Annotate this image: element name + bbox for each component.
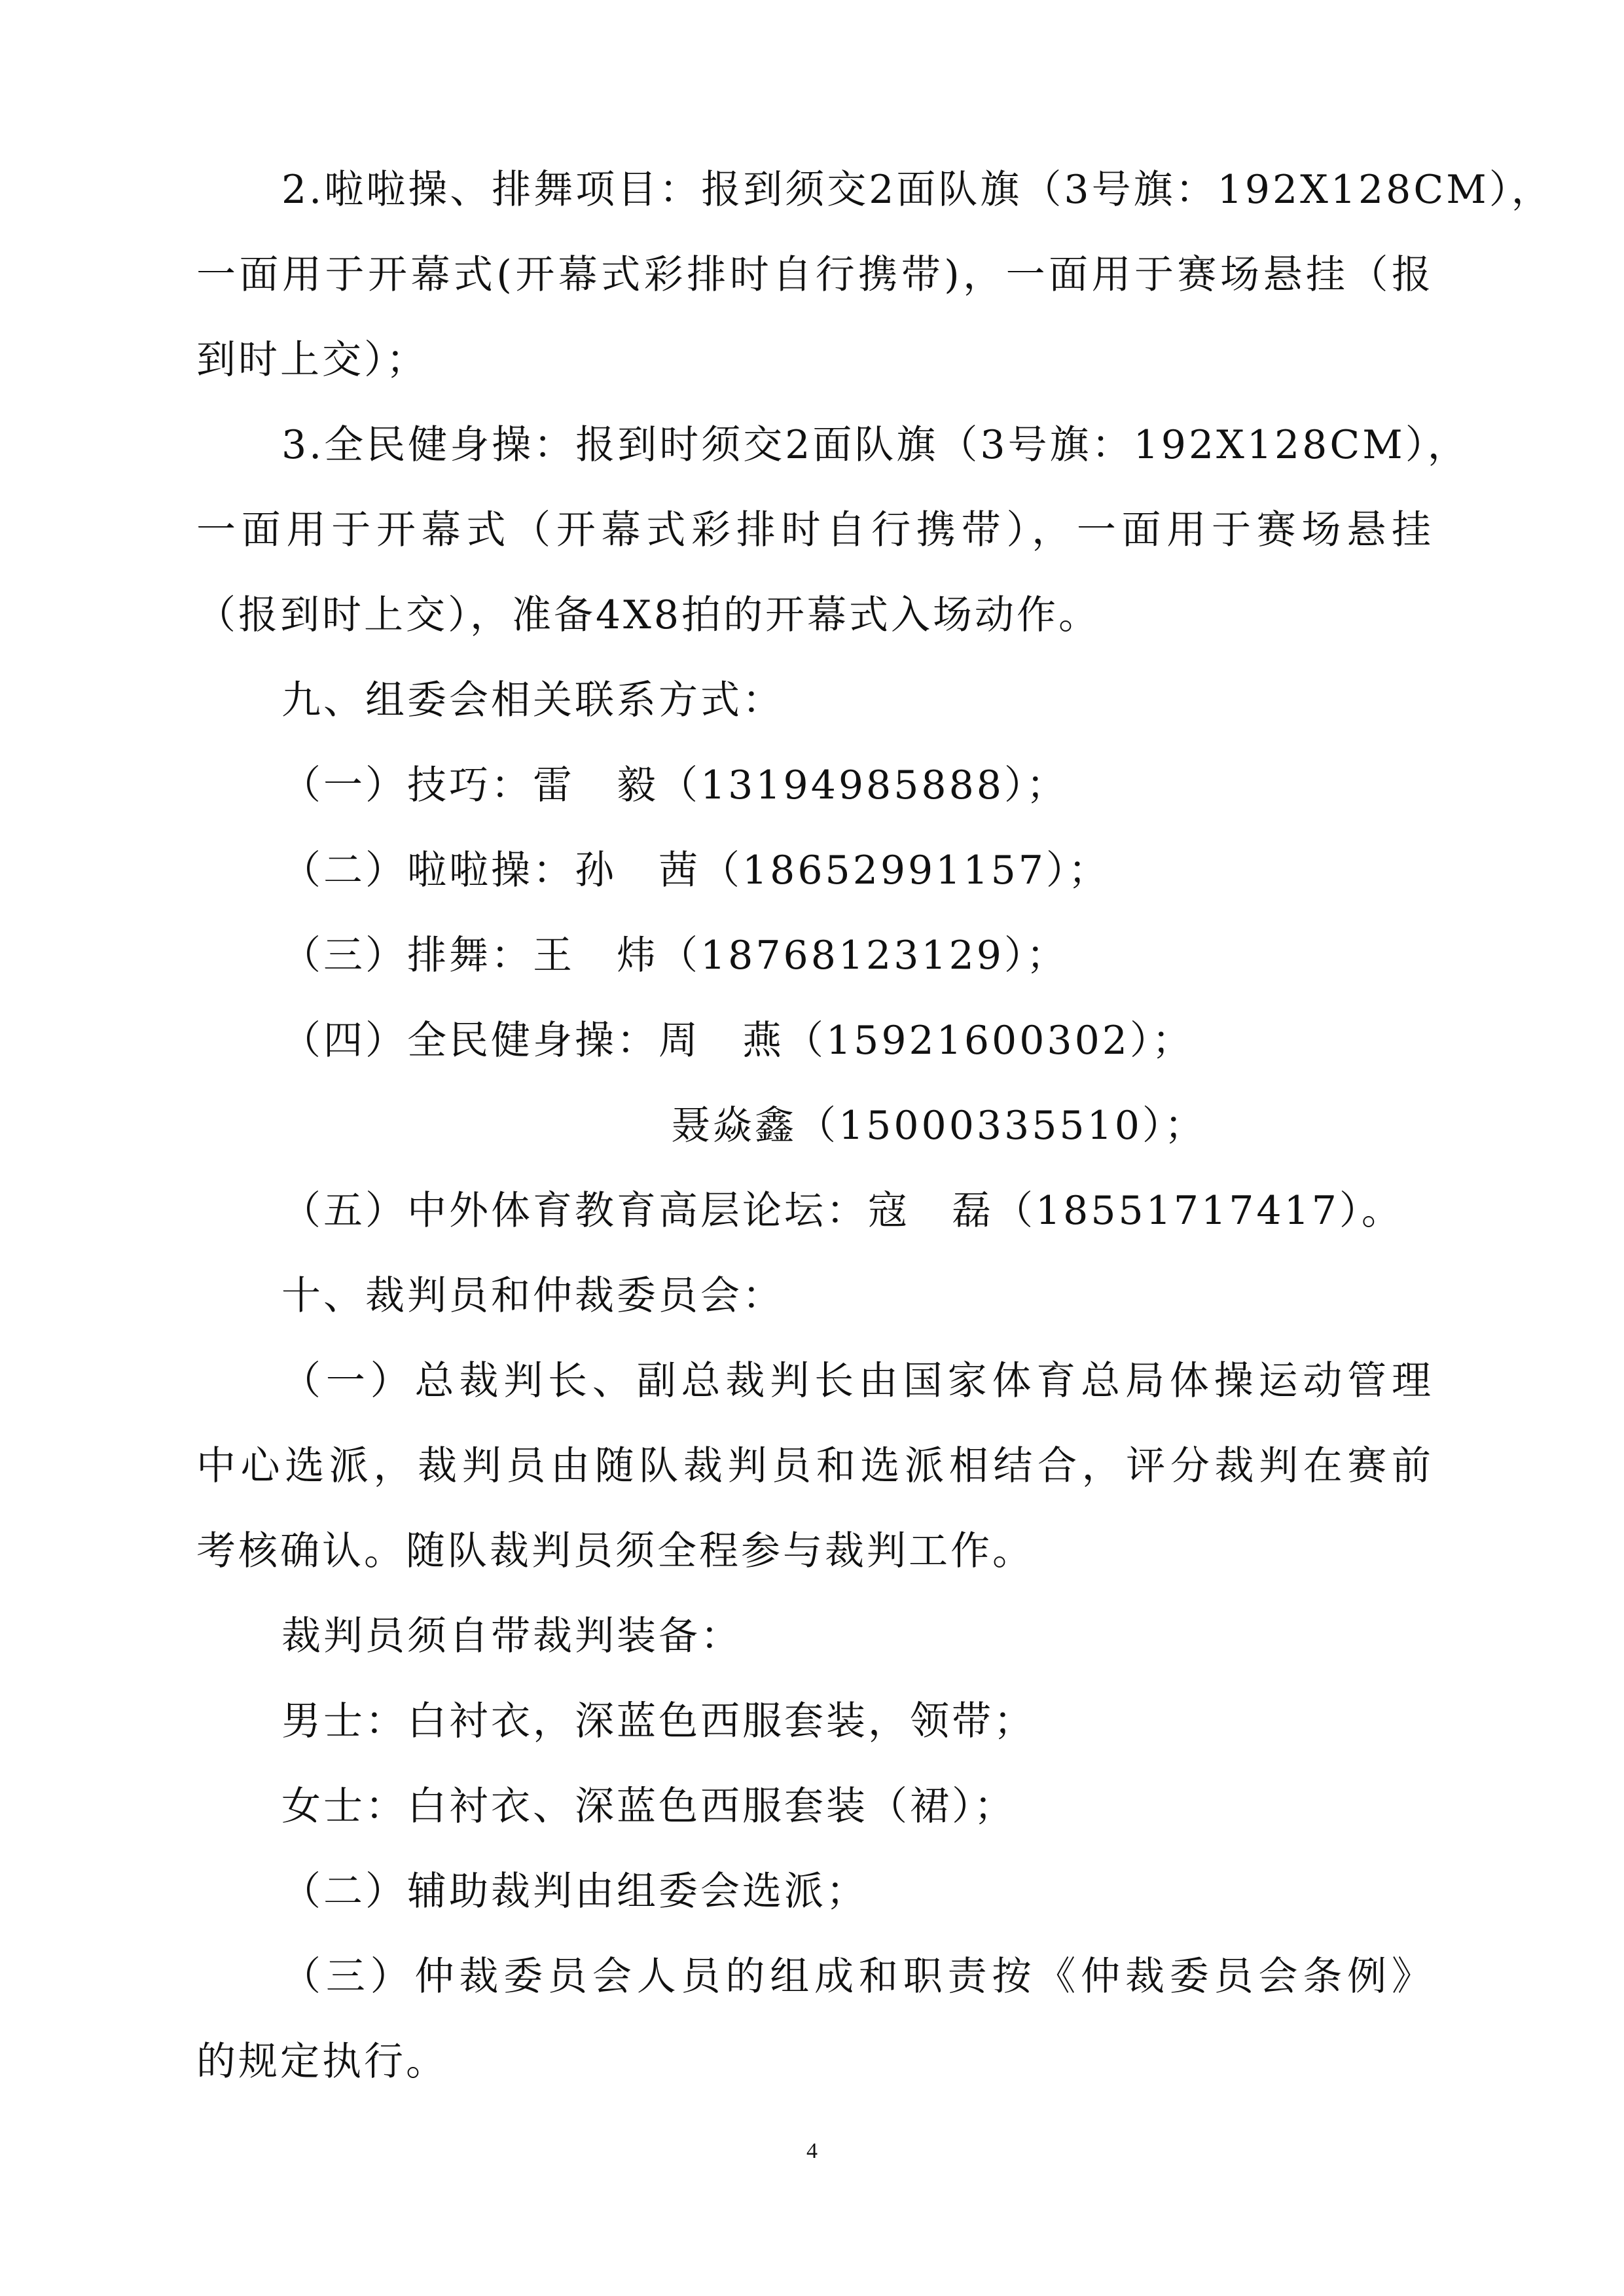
text-line: 一面用于开幕式（开幕式彩排时自行携带），一面用于赛场悬挂 [196, 507, 1434, 553]
text-line: 一面用于开幕式(开幕式彩排时自行携带)，一面用于赛场悬挂（报 [196, 252, 1434, 298]
text-line: 到时上交）； [196, 337, 428, 383]
section-heading-contacts: 九、组委会相关联系方式： [281, 677, 784, 723]
contact-line: 聂焱鑫（15000335510）； [671, 1103, 1206, 1149]
contact-line: （五）中外体育教育高层论坛：寇 磊（18551717417）。 [281, 1188, 1403, 1234]
contact-line: （三）排舞：王 炜（18768123129）； [281, 933, 1068, 978]
document-body [196, 147, 1553, 2104]
text-line: （二）辅助裁判由组委会选派； [281, 1869, 868, 1914]
text-line: 考核确认。随队裁判员须全程参与裁判工作。 [196, 1528, 1034, 1574]
text-line: （一）总裁判长、副总裁判长由国家体育总局体操运动管理 [281, 1358, 1434, 1404]
text-line: 的规定执行。 [196, 2039, 448, 2085]
text-line: 男士：白衬衣，深蓝色西服套装，领带； [281, 1698, 1036, 1744]
section-heading-referees: 十、裁判员和仲裁委员会： [281, 1273, 784, 1319]
text-line: 女士：白衬衣、深蓝色西服套装（裙）； [281, 1784, 1016, 1829]
text-line: （报到时上交），准备4X8拍的开幕式入场动作。 [196, 592, 1101, 638]
contact-line: （一）技巧：雷 毅（13194985888）； [281, 762, 1068, 808]
contact-line: （二）啦啦操：孙 茜（18652991157）； [281, 848, 1110, 893]
text-line: （三）仲裁委员会人员的组成和职责按《仲裁委员会条例》 [281, 1954, 1434, 2000]
text-line: 中心选派，裁判员由随队裁判员和选派相结合，评分裁判在赛前 [196, 1443, 1434, 1489]
text-line: 2.啦啦操、排舞项目：报到须交2面队旗（3号旗：192X128CM）， [281, 167, 1553, 213]
page-number: 4 [806, 2139, 818, 2163]
text-line: 3.全民健身操：报到时须交2面队旗（3号旗：192X128CM）， [281, 422, 1470, 468]
contact-line: （四）全民健身操：周 燕（15921600302）； [281, 1018, 1194, 1064]
text-line: 裁判员须自带裁判装备： [281, 1613, 742, 1659]
